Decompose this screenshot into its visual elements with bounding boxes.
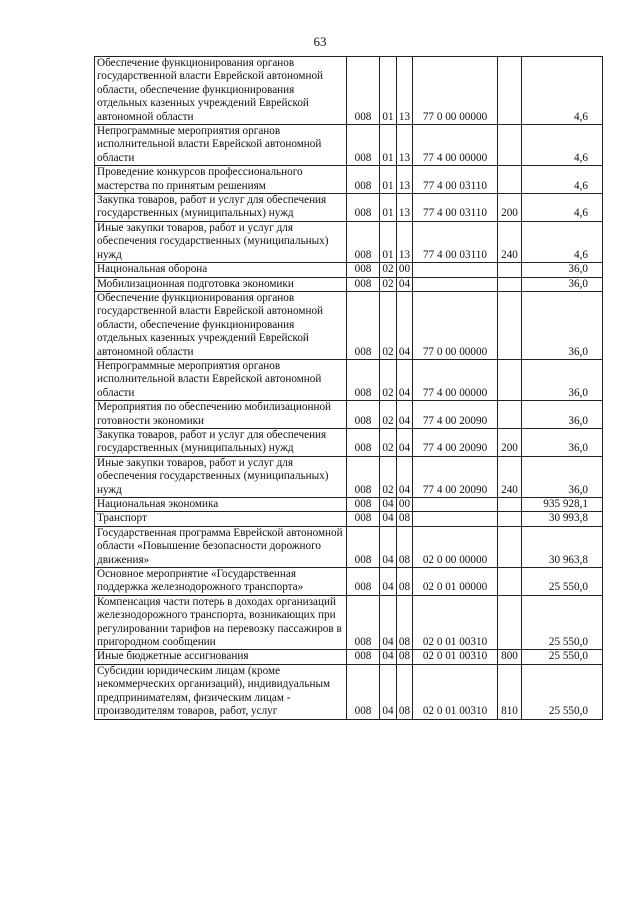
table-row	[95, 664, 603, 719]
cell-ved: 008	[347, 568, 380, 596]
cell-rz: 02	[380, 428, 397, 456]
cell-rz: 01	[380, 221, 397, 262]
cell-name: Непрограммные мероприятия органов исполнительной власти Еврейской автономной области	[95, 359, 347, 400]
cell-rz: 01	[380, 194, 397, 222]
cell-ved: 008	[347, 428, 380, 456]
page-number: 63	[313, 34, 327, 49]
cell-rz: 02	[380, 456, 397, 497]
cell-amount: 4,6	[522, 194, 603, 222]
cell-vr	[498, 498, 522, 512]
cell-ved: 008	[347, 221, 380, 262]
cell-vr: 800	[498, 650, 522, 664]
cell-vr	[498, 166, 522, 194]
table-row	[95, 221, 603, 262]
cell-vr: 240	[498, 456, 522, 497]
budget-table-body	[95, 57, 603, 720]
cell-vr	[498, 526, 522, 567]
cell-vr	[498, 57, 522, 125]
cell-pr: 04	[397, 359, 413, 400]
cell-ved: 008	[347, 291, 380, 359]
cell-amount: 25 550,0	[522, 650, 603, 664]
cell-pr: 13	[397, 166, 413, 194]
table-row	[95, 291, 603, 359]
cell-csr: 77 4 00 20090	[413, 456, 498, 497]
cell-pr: 04	[397, 428, 413, 456]
cell-ved: 008	[347, 595, 380, 650]
cell-csr: 77 0 00 00000	[413, 57, 498, 125]
cell-csr	[413, 263, 498, 277]
cell-rz: 02	[380, 401, 397, 429]
cell-pr: 04	[397, 291, 413, 359]
cell-pr: 08	[397, 512, 413, 526]
cell-ved: 008	[347, 498, 380, 512]
cell-rz: 01	[380, 125, 397, 166]
cell-ved: 008	[347, 57, 380, 125]
cell-rz: 04	[380, 512, 397, 526]
table-row	[95, 498, 603, 512]
cell-amount: 36,0	[522, 263, 603, 277]
table-row	[95, 166, 603, 194]
cell-csr: 77 4 00 03110	[413, 166, 498, 194]
cell-pr: 13	[397, 125, 413, 166]
cell-name: Обеспечение функционирования органов государственной власти Еврейской автономной области, обеспечение функционирования отдельных казенных учреждений Еврейской автономной области	[95, 57, 347, 125]
table-row	[95, 428, 603, 456]
cell-name: Основное мероприятие «Государственная поддержка железнодорожного транспорта»	[95, 568, 347, 596]
cell-ved: 008	[347, 456, 380, 497]
cell-rz: 04	[380, 498, 397, 512]
cell-rz: 02	[380, 359, 397, 400]
cell-name: Закупка товаров, работ и услуг для обеспечения государственных (муниципальных) нужд	[95, 194, 347, 222]
cell-ved: 008	[347, 194, 380, 222]
cell-name: Национальная экономика	[95, 498, 347, 512]
cell-rz: 02	[380, 277, 397, 291]
cell-rz: 01	[380, 57, 397, 125]
cell-vr: 810	[498, 664, 522, 719]
table-row	[95, 57, 603, 125]
cell-csr: 77 4 00 20090	[413, 401, 498, 429]
cell-ved: 008	[347, 401, 380, 429]
cell-name: Обеспечение функционирования органов государственной власти Еврейской автономной области, обеспечение функционирования отдельных казенных учреждений Еврейской автономной области	[95, 291, 347, 359]
table-row	[95, 263, 603, 277]
cell-pr: 00	[397, 263, 413, 277]
table-row	[95, 650, 603, 664]
cell-csr	[413, 498, 498, 512]
cell-rz: 02	[380, 263, 397, 277]
table-row	[95, 568, 603, 596]
table-row	[95, 194, 603, 222]
table-row	[95, 401, 603, 429]
cell-csr: 77 4 00 03110	[413, 221, 498, 262]
cell-amount: 25 550,0	[522, 568, 603, 596]
cell-name: Закупка товаров, работ и услуг для обеспечения государственных (муниципальных) нужд	[95, 428, 347, 456]
cell-name: Транспорт	[95, 512, 347, 526]
cell-csr	[413, 512, 498, 526]
cell-pr: 08	[397, 526, 413, 567]
cell-rz: 04	[380, 595, 397, 650]
cell-csr: 02 0 01 00310	[413, 664, 498, 719]
table-row	[95, 359, 603, 400]
cell-vr	[498, 401, 522, 429]
cell-name: Компенсация части потерь в доходах организаций железнодорожного транспорта, возникающих при регулировании тарифов на перевозку пассажиров в пригородном сообщении	[95, 595, 347, 650]
cell-pr: 08	[397, 650, 413, 664]
cell-vr	[498, 277, 522, 291]
cell-vr: 240	[498, 221, 522, 262]
cell-rz: 04	[380, 664, 397, 719]
cell-amount: 935 928,1	[522, 498, 603, 512]
cell-rz: 02	[380, 291, 397, 359]
cell-vr	[498, 359, 522, 400]
cell-name: Государственная программа Еврейской автономной области «Повышение безопасности дорожного движения»	[95, 526, 347, 567]
cell-amount: 30 993,8	[522, 512, 603, 526]
cell-pr: 08	[397, 568, 413, 596]
cell-amount: 4,6	[522, 125, 603, 166]
table-row	[95, 526, 603, 567]
cell-amount: 36,0	[522, 428, 603, 456]
cell-name: Мобилизационная подготовка экономики	[95, 277, 347, 291]
cell-name: Непрограммные мероприятия органов исполнительной власти Еврейской автономной области	[95, 125, 347, 166]
cell-name: Проведение конкурсов профессионального мастерства по принятым решениям	[95, 166, 347, 194]
cell-vr: 200	[498, 194, 522, 222]
cell-amount: 30 963,8	[522, 526, 603, 567]
table-row	[95, 125, 603, 166]
cell-pr: 04	[397, 456, 413, 497]
table-row	[95, 595, 603, 650]
cell-vr	[498, 263, 522, 277]
cell-csr	[413, 277, 498, 291]
cell-rz: 04	[380, 650, 397, 664]
cell-ved: 008	[347, 263, 380, 277]
table-row	[95, 277, 603, 291]
cell-amount: 25 550,0	[522, 595, 603, 650]
cell-pr: 13	[397, 57, 413, 125]
cell-csr: 77 4 00 00000	[413, 359, 498, 400]
cell-rz: 04	[380, 568, 397, 596]
cell-amount: 36,0	[522, 456, 603, 497]
cell-name: Иные закупки товаров, работ и услуг для обеспечения государственных (муниципальных) нужд	[95, 221, 347, 262]
cell-ved: 008	[347, 512, 380, 526]
cell-pr: 04	[397, 277, 413, 291]
cell-vr	[498, 595, 522, 650]
cell-csr: 02 0 01 00000	[413, 568, 498, 596]
cell-csr: 02 0 00 00000	[413, 526, 498, 567]
cell-pr: 08	[397, 664, 413, 719]
cell-csr: 77 4 00 20090	[413, 428, 498, 456]
cell-pr: 00	[397, 498, 413, 512]
cell-ved: 008	[347, 664, 380, 719]
cell-csr: 77 0 00 00000	[413, 291, 498, 359]
cell-amount: 36,0	[522, 359, 603, 400]
cell-ved: 008	[347, 526, 380, 567]
cell-amount: 36,0	[522, 277, 603, 291]
table-row	[95, 512, 603, 526]
cell-amount: 36,0	[522, 291, 603, 359]
cell-ved: 008	[347, 359, 380, 400]
cell-amount: 4,6	[522, 166, 603, 194]
cell-vr: 200	[498, 428, 522, 456]
cell-amount: 25 550,0	[522, 664, 603, 719]
table-row	[95, 456, 603, 497]
budget-table	[94, 56, 603, 720]
cell-name: Национальная оборона	[95, 263, 347, 277]
cell-ved: 008	[347, 166, 380, 194]
cell-amount: 4,6	[522, 57, 603, 125]
cell-amount: 4,6	[522, 221, 603, 262]
cell-vr	[498, 512, 522, 526]
cell-ved: 008	[347, 125, 380, 166]
cell-ved: 008	[347, 650, 380, 664]
cell-pr: 04	[397, 401, 413, 429]
cell-name: Мероприятия по обеспечению мобилизационной готовности экономики	[95, 401, 347, 429]
cell-rz: 04	[380, 526, 397, 567]
cell-name: Иные закупки товаров, работ и услуг для обеспечения государственных (муниципальных) нужд	[95, 456, 347, 497]
cell-vr	[498, 291, 522, 359]
cell-pr: 13	[397, 194, 413, 222]
cell-pr: 13	[397, 221, 413, 262]
cell-csr: 02 0 01 00310	[413, 595, 498, 650]
cell-csr: 77 4 00 03110	[413, 194, 498, 222]
cell-name: Иные бюджетные ассигнования	[95, 650, 347, 664]
cell-pr: 08	[397, 595, 413, 650]
cell-ved: 008	[347, 277, 380, 291]
cell-vr	[498, 568, 522, 596]
cell-csr: 02 0 01 00310	[413, 650, 498, 664]
cell-name: Субсидии юридическим лицам (кроме некоммерческих организаций), индивидуальным предпринимателям, физическим лицам - производителям товаров, работ, услуг	[95, 664, 347, 719]
cell-vr	[498, 125, 522, 166]
cell-csr: 77 4 00 00000	[413, 125, 498, 166]
cell-rz: 01	[380, 166, 397, 194]
cell-amount: 36,0	[522, 401, 603, 429]
